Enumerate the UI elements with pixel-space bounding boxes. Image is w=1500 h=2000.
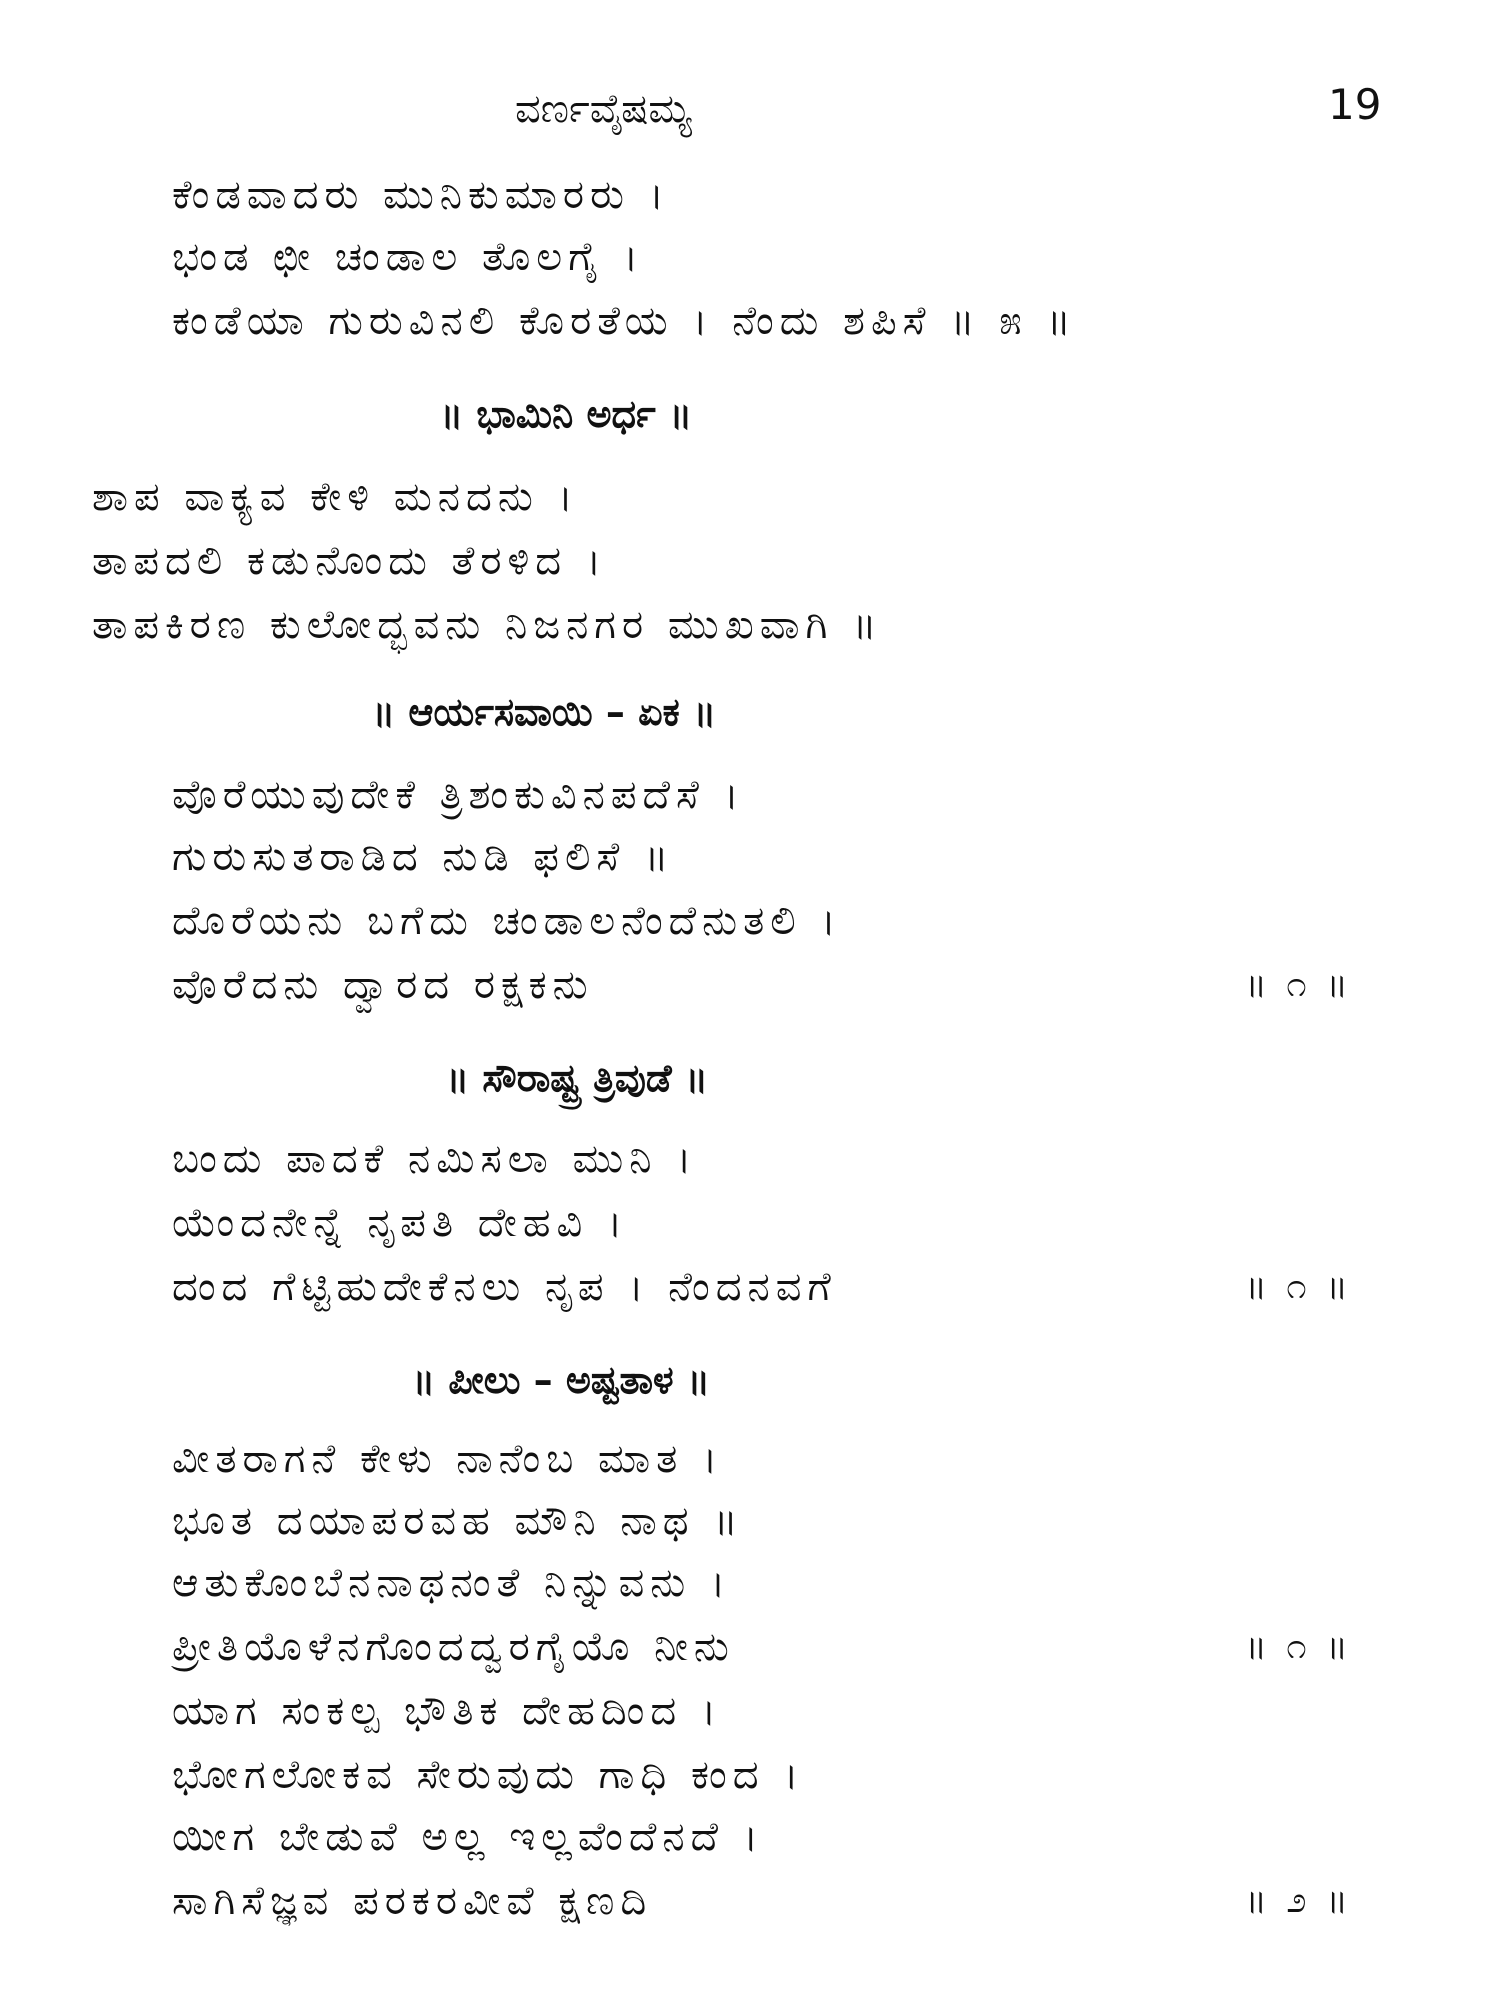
verse-line: ಯೆಂದನೇನ್ನೆ ನೃಪತಿ ದೇಹವಿ । — [172, 1200, 629, 1246]
verse-line: ಕಂಡೆಯಾ ಗುರುವಿನಲಿ ಕೊರತೆಯ । ನೆಂದು ಶಪಿಸೆ ॥ ೫ ॥ — [172, 298, 1077, 344]
verse-line: ಕೆಂಡವಾದರು ಮುನಿಕುಮಾರರು । — [172, 172, 670, 218]
verse-line: ವೊರೆದನು ದ್ವಾರದ ರಕ್ಷಕನು — [172, 962, 594, 1008]
verse-line: ದೊರೆಯನು ಬಗೆದು ಚಂಡಾಲನೆಂದೆನುತಲಿ । — [172, 898, 842, 944]
section-heading: ॥ ಭಾಮಿನಿ ಅರ್ಧ ॥ — [440, 392, 693, 436]
verse-line: ಗುರುಸುತರಾಡಿದ ನುಡಿ ಫಲಿಸೆ ॥ — [172, 834, 675, 880]
verse-line: ಭಂಡ ಛೀ ಚಂಡಾಲ ತೊಲಗೈ । — [172, 234, 645, 280]
section-heading: ॥ ಸೌರಾಷ್ಟ್ರ ತ್ರಿವುಡೆ ॥ — [446, 1056, 709, 1100]
verse-line: ವೀತರಾಗನೆ ಕೇಳು ನಾನೆಂಬ ಮಾತ । — [172, 1436, 724, 1482]
verse-line: ಪ್ರೀತಿಯೊಳೆನಗೊಂದದ್ವರಗೈಯೊ ನೀನು — [172, 1624, 735, 1670]
verse-line: ಭೂತ ದಯಾಪರವಹ ಮೌನಿ ನಾಥ ॥ — [172, 1498, 744, 1544]
verse-number: ॥ ೧ ॥ — [1245, 964, 1352, 1005]
page-number: 19 — [1328, 80, 1382, 129]
running-header: ವರ್ಣವೈಷಮ್ಯ — [515, 86, 692, 132]
verse-line: ಬಂದು ಪಾದಕೆ ನಮಿಸಲಾ ಮುನಿ । — [172, 1136, 698, 1182]
section-heading: ॥ ಪೀಲು – ಅಷ್ಟತಾಳ ॥ — [412, 1358, 711, 1402]
verse-number: ॥ ೧ ॥ — [1245, 1266, 1352, 1307]
verse-line: ಶಾಪ ವಾಕ್ಯವ ಕೇಳಿ ಮನದನು । — [92, 474, 579, 520]
section-heading: ॥ ಆರ್ಯಸವಾಯಿ – ಏಕ ॥ — [372, 690, 717, 734]
verse-line: ಯಾಗ ಸಂಕಲ್ಪ ಭೌತಿಕ ದೇಹದಿಂದ । — [172, 1688, 723, 1734]
verse-line: ಆತುಕೊಂಬೆನನಾಥನಂತೆ ನಿನ್ನುವನು । — [172, 1560, 732, 1606]
verse-line: ದಂದ ಗೆಟ್ಟಿಹುದೇಕೆನಲು ನೃಪ । ನೆಂದನವಗೆ — [172, 1264, 837, 1310]
verse-line: ಯೀಗ ಬೇಡುವೆ ಅಲ್ಲ ಇಲ್ಲವೆಂದೆನದೆ । — [172, 1814, 764, 1860]
verse-line: ತಾಪದಲಿ ಕಡುನೊಂದು ತೆರಳಿದ । — [92, 538, 608, 584]
verse-number: ॥ ೧ ॥ — [1245, 1626, 1352, 1667]
verse-line: ಸಾಗಿಸೆಜ್ಞವ ಪರಕರವೀವೆ ಕ್ಷಣದಿ — [172, 1878, 653, 1924]
verse-line: ಭೋಗಲೋಕವ ಸೇರುವುದು ಗಾಧಿ ಕಂದ । — [172, 1752, 805, 1798]
verse-number: ॥ ೨ ॥ — [1245, 1880, 1352, 1921]
verse-line: ತಾಪಕಿರಣ ಕುಲೋದ್ಭವನು ನಿಜನಗರ ಮುಖವಾಗಿ ॥ — [92, 602, 883, 648]
verse-line: ವೊರೆಯುವುದೇಕೆ ತ್ರಿಶಂಕುವಿನಪದೆಸೆ । — [172, 772, 745, 818]
